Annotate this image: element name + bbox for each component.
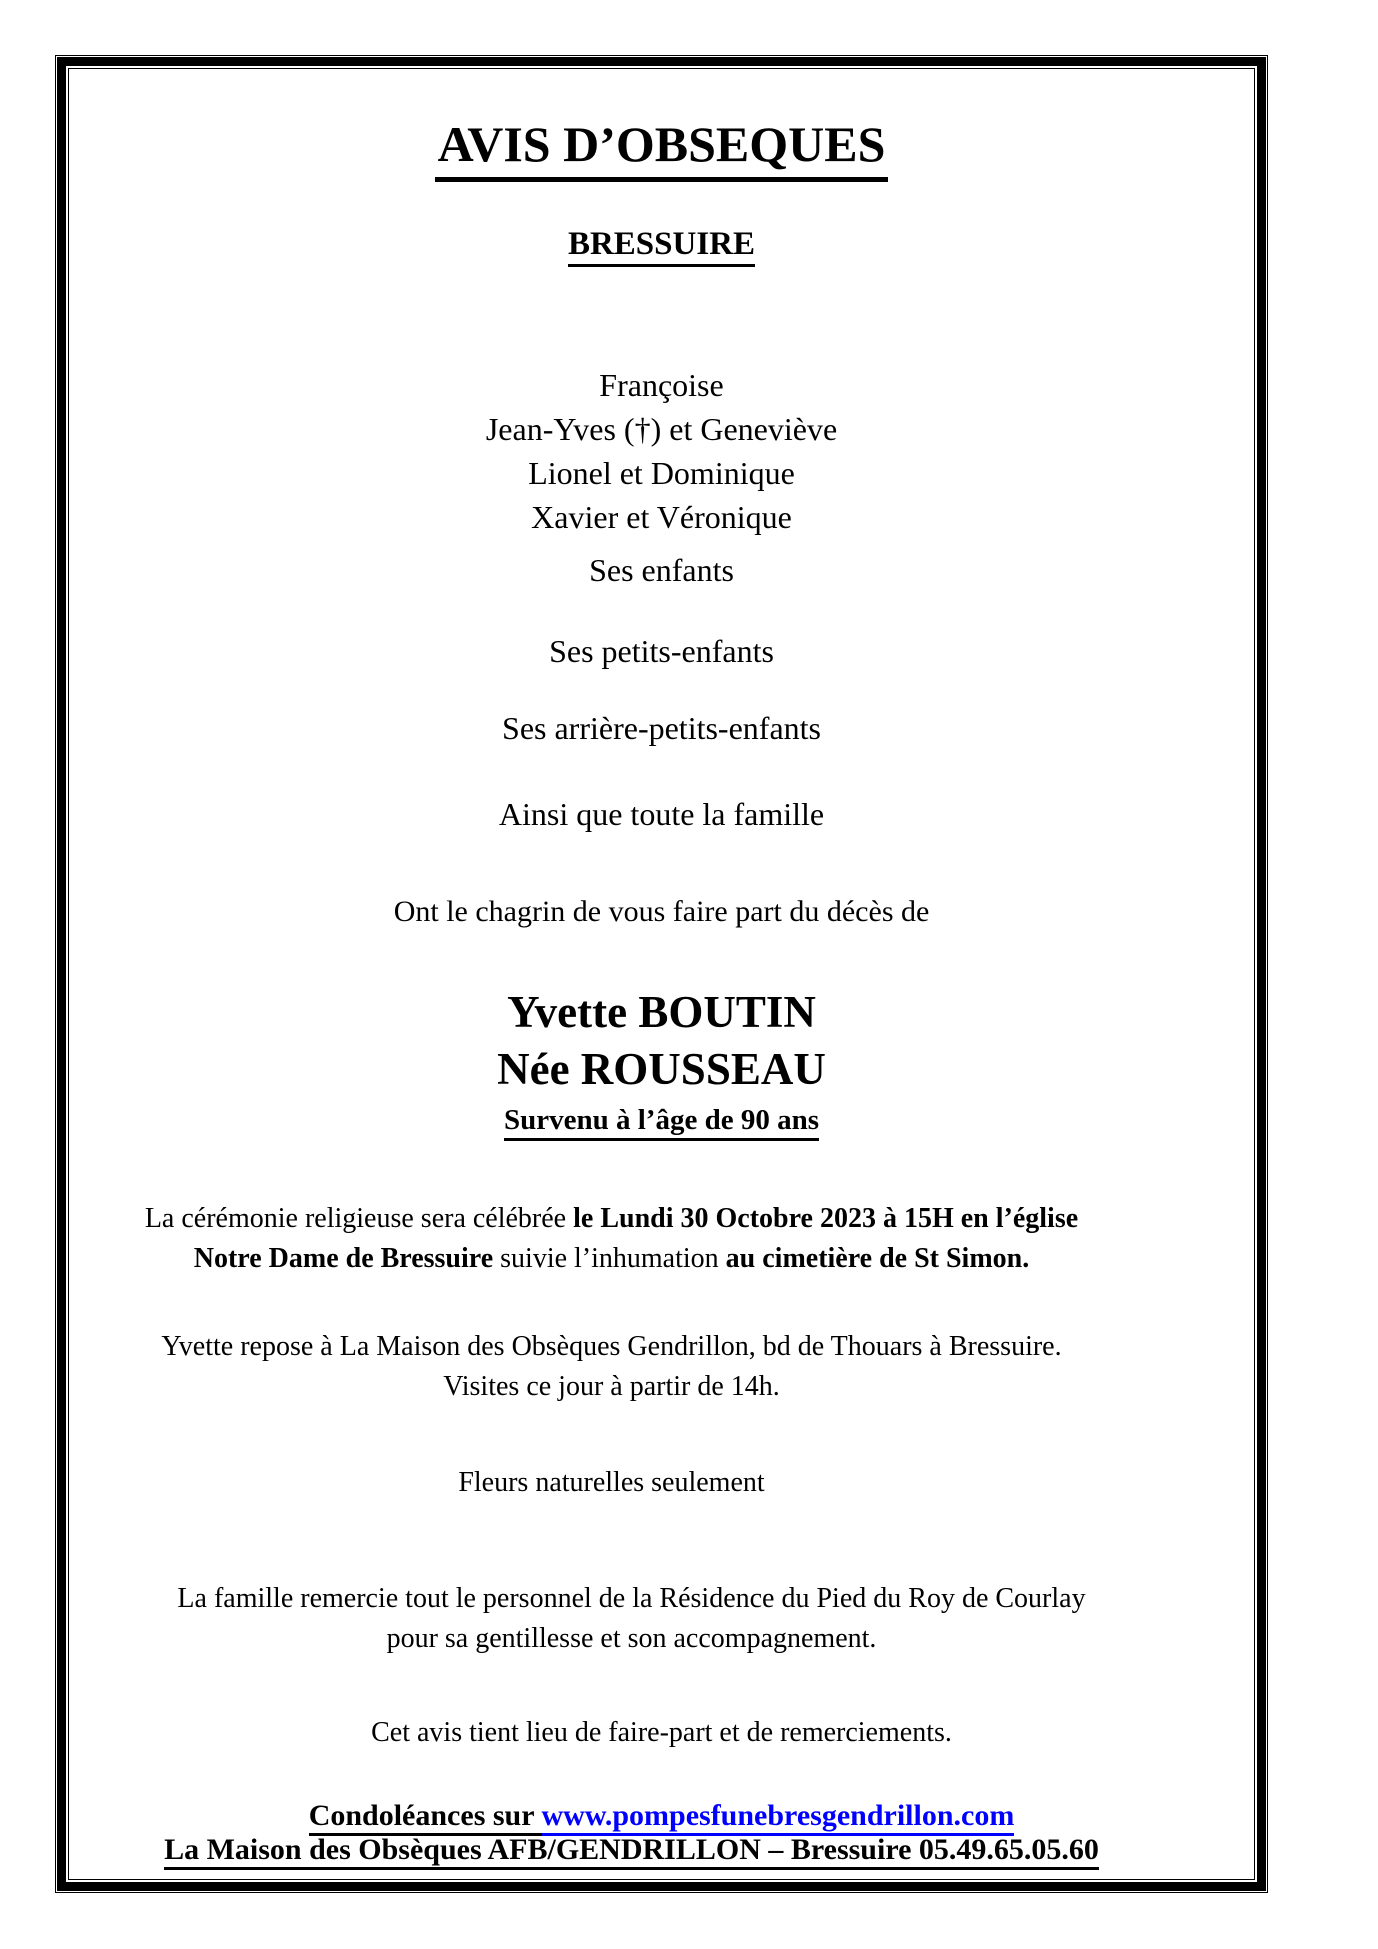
visits-line: Visites ce jour à partir de 14h.	[443, 1371, 780, 1402]
notice-title-text: AVIS D’OBSEQUES	[435, 115, 889, 182]
deceased-name: Yvette BOUTIN	[507, 987, 816, 1037]
repose-paragraph	[68, 1327, 1204, 1407]
notice-title	[69, 115, 1254, 182]
family-members-block	[69, 363, 1254, 539]
funeral-home-line	[68, 1833, 1224, 1867]
family-member-line: Lionel et Dominique	[528, 455, 795, 491]
condolences-line	[69, 1799, 1254, 1833]
flowers-line: Fleurs naturelles seulement	[458, 1467, 765, 1498]
notice-line: Cet avis tient lieu de faire-part et de remerciements.	[371, 1717, 952, 1748]
family-member-line: Françoise	[599, 367, 724, 403]
relation-line-grandchildren: Ses petits-enfants	[549, 633, 774, 669]
ceremony-text-part: La cérémonie religieuse sera célébrée	[144, 1203, 574, 1234]
ceremony-paragraph	[68, 1199, 1204, 1279]
thanks-line: La famille remercie tout le personnel de la Résidence du Pied du Roy de Courlay	[177, 1583, 1086, 1614]
ceremony-church-bold: Notre Dame de Bressuire	[193, 1243, 494, 1274]
age-line-text: Survenu à l’âge de 90 ans	[504, 1102, 819, 1141]
ceremony-cemetery-bold: au cimetière de St Simon.	[725, 1243, 1030, 1274]
condolences-label: Condoléances sur	[309, 1799, 542, 1836]
relation-line-great-grandchildren: Ses arrière-petits-enfants	[502, 710, 821, 746]
city-heading-text: BRESSUIRE	[568, 226, 755, 267]
deceased-maiden-name: Née ROUSSEAU	[497, 1044, 826, 1094]
announcement-line: Ont le chagrin de vous faire part du décès de	[393, 895, 930, 928]
age-line	[69, 1102, 1254, 1141]
ceremony-date-bold: le Lundi 30 Octobre 2023 à 15H en l’église	[573, 1203, 1079, 1234]
family-member-line: Xavier et Véronique	[531, 499, 792, 535]
page-border-thick-band	[57, 57, 1266, 1891]
family-member-line: Jean-Yves (†) et Geneviève	[485, 411, 838, 447]
page-content-area	[68, 68, 1255, 1880]
relation-line-children: Ses enfants	[589, 552, 734, 588]
ceremony-text-part: suivie l’inhumation	[493, 1243, 726, 1274]
city-heading	[69, 226, 1254, 267]
thanks-paragraph	[68, 1579, 1224, 1659]
deceased-name-block	[69, 984, 1254, 1098]
condolences-link[interactable]: www.pompesfunebresgendrillon.com	[542, 1799, 1015, 1836]
thanks-line: pour sa gentillesse et son accompagnement.	[386, 1623, 877, 1654]
repose-line: Yvette repose à La Maison des Obsèques Gendrillon, bd de Thouars à Bressuire.	[161, 1331, 1062, 1362]
funeral-home-text: La Maison des Obsèques AFB/GENDRILLON – Bressuire 05.49.65.05.60	[164, 1833, 1099, 1870]
page-border-frame	[55, 55, 1268, 1893]
relation-line-whole-family: Ainsi que toute la famille	[498, 796, 825, 832]
